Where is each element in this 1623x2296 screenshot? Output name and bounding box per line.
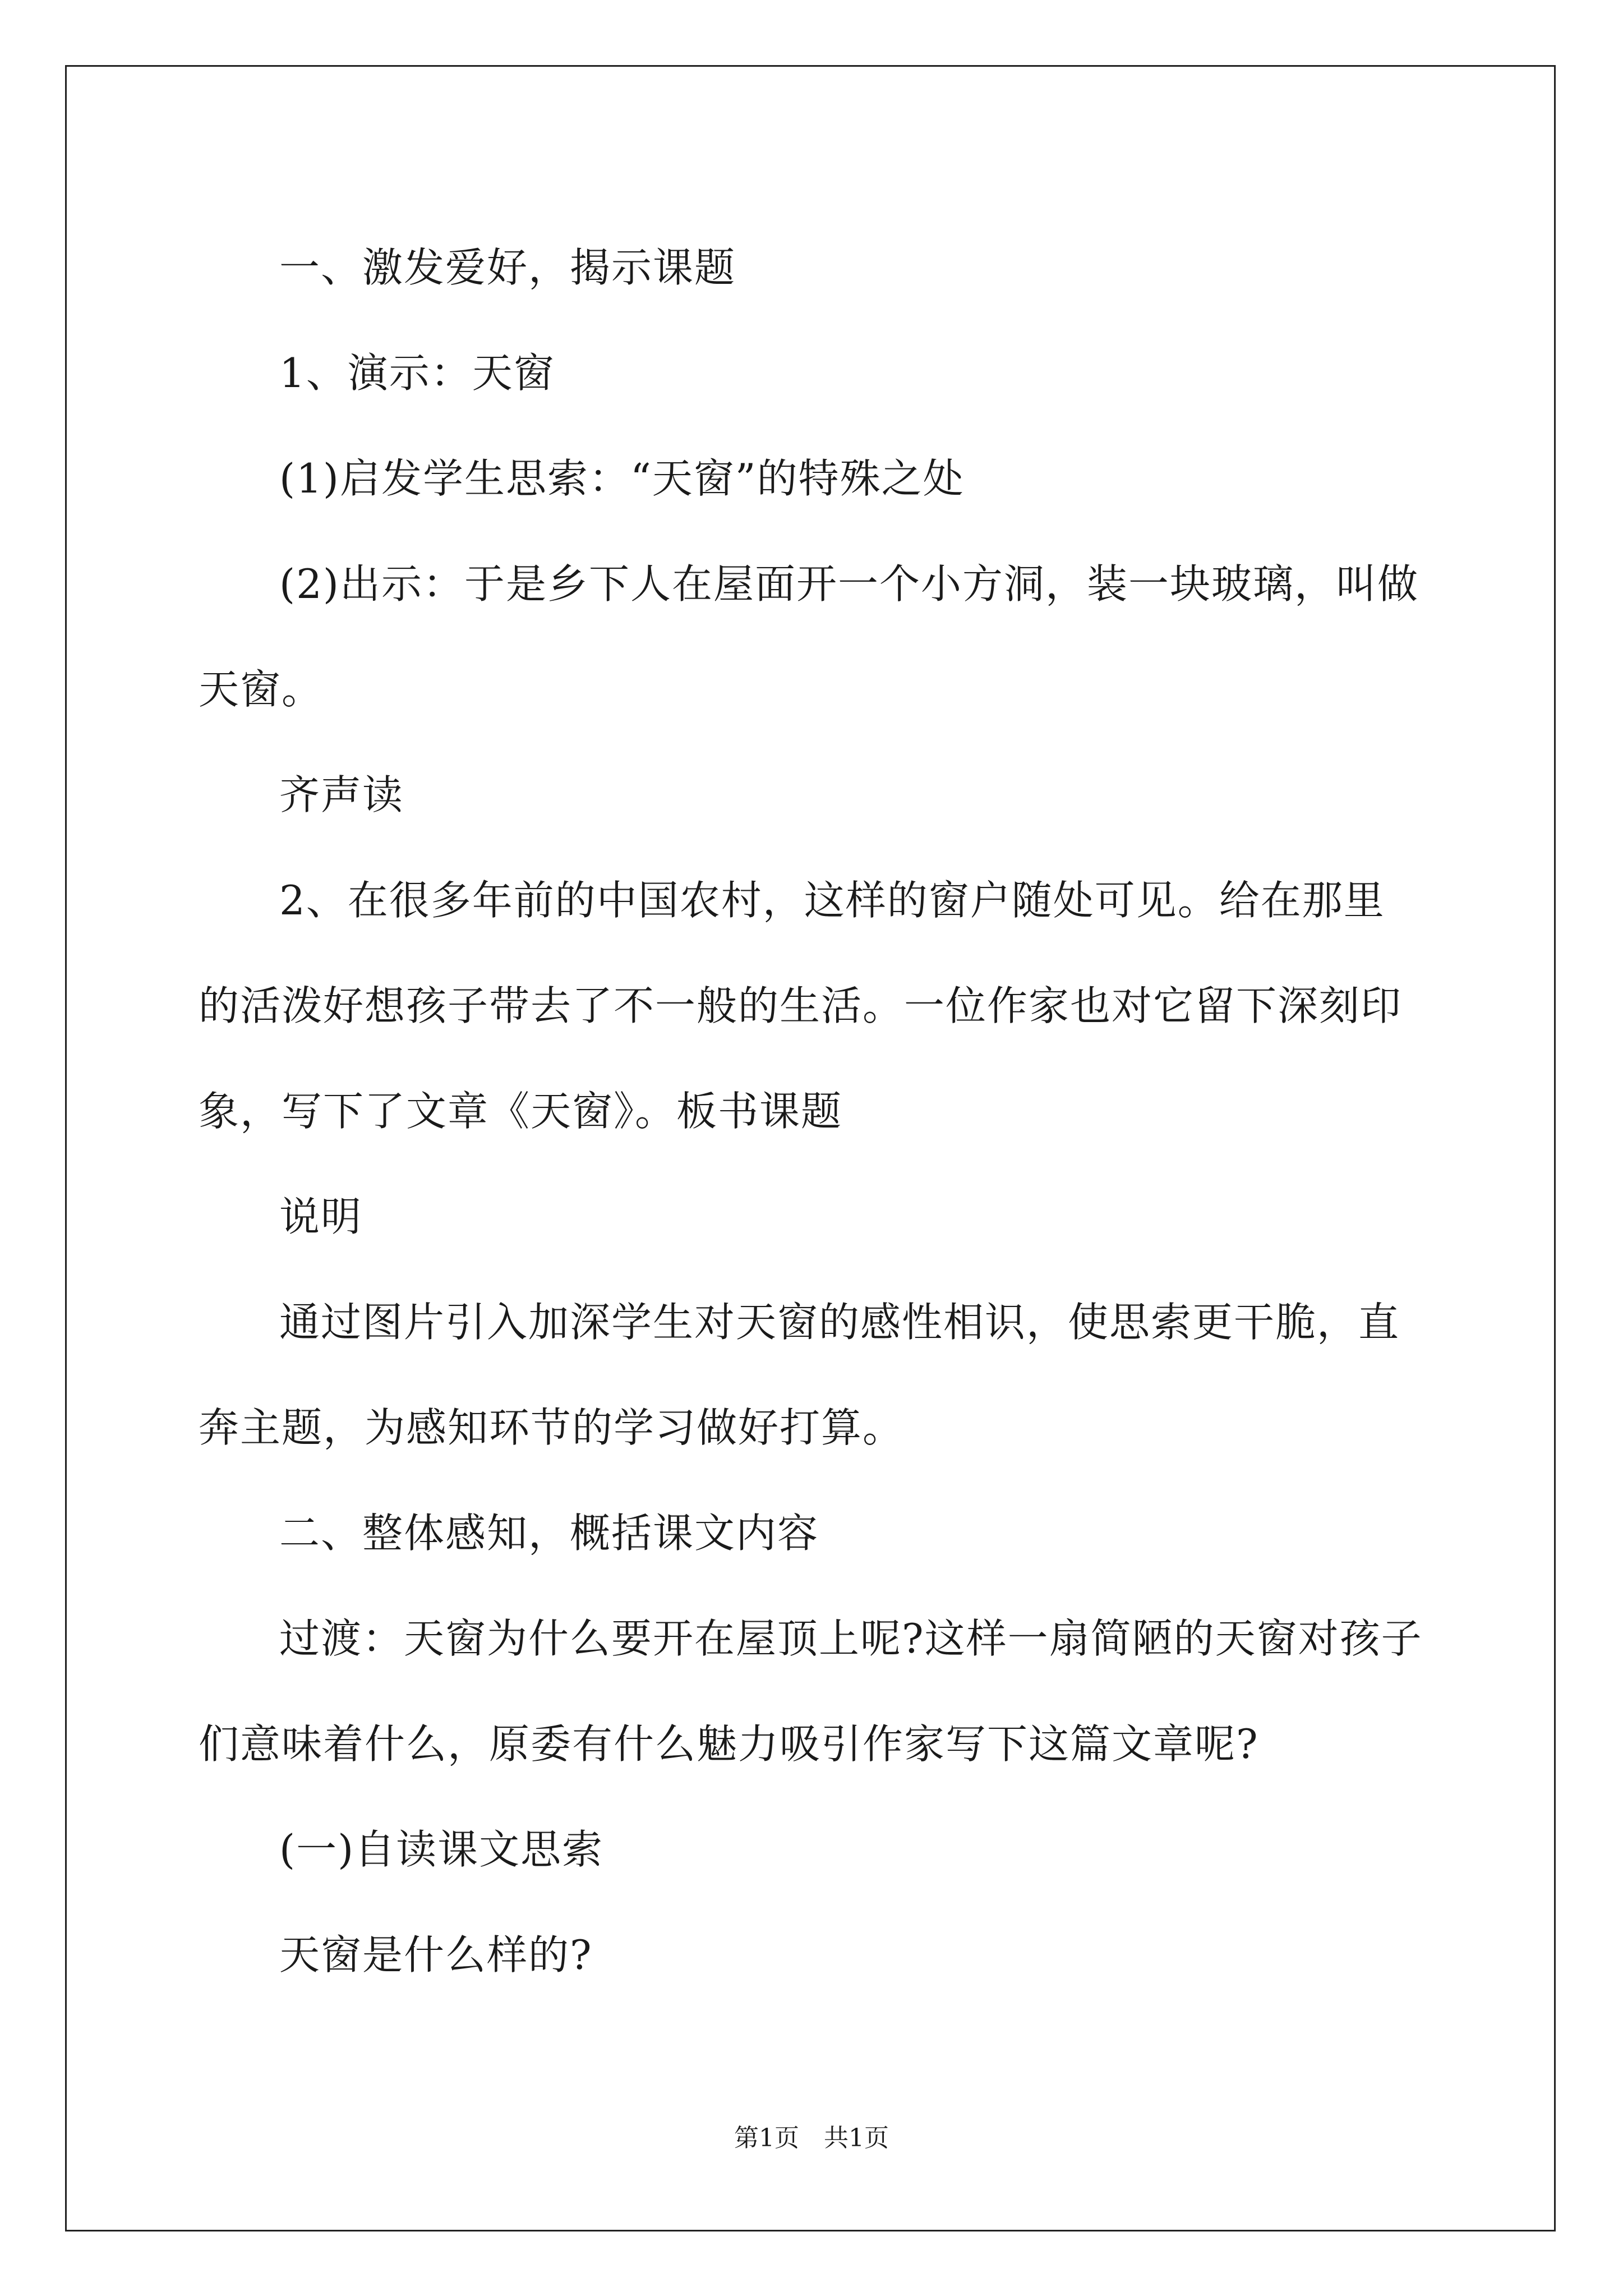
- list-item-self-read: (一)自读课文思索: [279, 1826, 604, 1873]
- paragraph-transition: 过渡：天窗为什么要开在屋顶上呢?这样一扇简陋的天窗对孩子们意味着什么，原委有什么魅力吸引作家写下这篇文章呢?: [199, 1615, 1423, 1768]
- page-total: 共1页: [824, 2124, 889, 2152]
- paragraph-question: 天窗是什么样的?: [279, 1931, 593, 1978]
- list-item-sub-1: (1)启发学生思索：“天窗”的特殊之处: [279, 455, 965, 502]
- paragraph-read-aloud: 齐声读: [279, 771, 404, 818]
- list-item-demo: 1、演示：天窗: [279, 349, 555, 397]
- page-number: 第1页: [734, 2124, 799, 2152]
- paragraph-intro: 2、在很多年前的中国农村，这样的窗户随处可见。给在那里的活泼好想孩子带去了不一般的生活。一位作家也对它留下深刻印象，写下了文章《天窗》。板书课题: [199, 877, 1403, 1135]
- paragraph-note-body: 通过图片引入加深学生对天窗的感性相识，使思索更干脆，直奔主题，为感知环节的学习做好打算。: [199, 1299, 1400, 1451]
- document-body: [199, 215, 1424, 2008]
- page-footer: [0, 2122, 1623, 2155]
- paragraph-note-label: 说明: [279, 1193, 363, 1240]
- heading-section-one: 一、激发爱好，揭示课题: [279, 244, 736, 291]
- heading-section-two: 二、整体感知，概括课文内容: [279, 1510, 819, 1557]
- list-item-sub-2: (2)出示：于是乡下人在屋面开一个小方洞，装一块玻璃，叫做天窗。: [199, 560, 1419, 713]
